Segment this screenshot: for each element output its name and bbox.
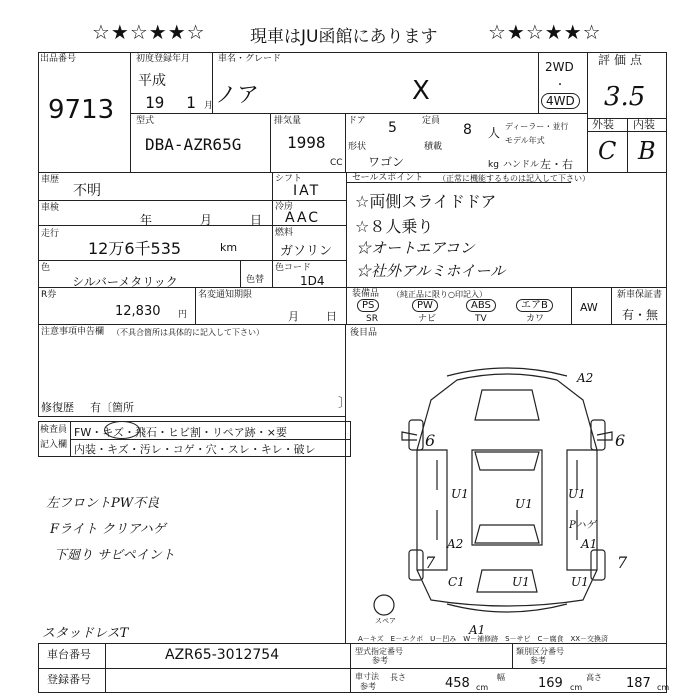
equip-airbag: エアB (516, 299, 553, 312)
length-unit: cm (476, 683, 489, 692)
inspection-day: 日 (250, 213, 263, 227)
registration-month-unit: 月 (204, 101, 214, 111)
registration-era: 平成 (138, 73, 166, 89)
sales-point-1: ☆両側スライドドア (355, 192, 497, 211)
drive-4wd-circled: 4WD (541, 93, 580, 109)
mileage-unit: km (220, 241, 238, 254)
equip-sr: SR (366, 314, 378, 324)
ac-value: AAC (285, 210, 321, 226)
notes-note: （不具合箇所は具体的に記入して下さい） (112, 328, 264, 337)
color-change-label: 色替 (246, 275, 265, 285)
repair-close: 〕 (338, 396, 352, 411)
int-grade: B (638, 137, 656, 165)
mark-u1-left-front: U1 (451, 487, 469, 501)
mark-c1: C1 (448, 575, 465, 589)
repair-label: 修復歴 (41, 401, 74, 414)
mark-a2-left: A2 (447, 537, 464, 551)
sales-point-4: ☆社外アルミホイール (356, 262, 506, 280)
handwritten-note-3: 下廻り サビペイント (54, 548, 175, 563)
ext-label: 外装 (592, 118, 614, 131)
mark-7-right: 7 (617, 553, 628, 572)
inspection-year: 年 (140, 213, 153, 227)
warranty-value: 有・無 (622, 308, 659, 322)
equip-navi: ナビ (418, 314, 437, 324)
model-value: DBA-AZR65G (145, 135, 242, 154)
mark-a1-right: A1 (581, 537, 598, 551)
equip-aw: AW (580, 301, 598, 314)
width-label: 幅 (497, 673, 505, 682)
notes-label: 注意事項申告欄 (41, 327, 105, 337)
car-name: ノア (215, 83, 260, 108)
equipment-note: （純正品に限り○印記入） (392, 290, 487, 299)
equip-abs: ABS (466, 299, 496, 312)
car-name-label: 車名・グレード (218, 54, 282, 64)
shape-value: ワゴン (368, 155, 405, 169)
sales-point-2: ☆８人乗り (355, 217, 434, 236)
fuel-value: ガソリン (280, 244, 333, 259)
equipment-label: 装備品 (352, 289, 380, 299)
spare-label: スペア (375, 617, 396, 625)
class-sub: 参考 (530, 656, 546, 665)
shape-label: 形状 (348, 142, 367, 152)
mark-u1-rear-left: U1 (512, 575, 530, 589)
height-value: 187 (626, 676, 651, 691)
lot-label: 出品番号 (40, 54, 77, 64)
size-label: 車寸法 (355, 672, 379, 681)
color-code-label: 色コード (275, 263, 312, 273)
mark-a1-rear: A1 (469, 623, 486, 637)
notes-block (38, 324, 346, 417)
type-label: 型式指定番号 (355, 647, 403, 656)
mark-7-left: 7 (425, 553, 436, 572)
color-value: シルバーメタリック (72, 275, 178, 289)
name-change-label: 名変通知期限 (198, 290, 253, 300)
size-sub: 参考 (360, 682, 376, 691)
length-label: 長さ (390, 673, 406, 682)
registration-label: 初度登録年月 (136, 54, 191, 64)
history-value: 不明 (73, 183, 101, 199)
evaluation-score: 3.5 (604, 82, 646, 112)
name-change-month: 月 (288, 310, 299, 323)
handle-value: 左・右 (540, 158, 573, 171)
color-code: 1D4 (300, 274, 325, 288)
model-label: 型式 (136, 116, 155, 126)
doors-value: 5 (388, 120, 397, 136)
mark-u1-center: U1 (515, 497, 533, 511)
mark-a2-top: A2 (577, 371, 594, 385)
color-label: 色 (41, 263, 51, 273)
kizu-circle (104, 421, 140, 439)
capacity-unit: 人 (488, 126, 501, 140)
recycle-unit: 円 (178, 310, 188, 320)
load-unit: kg (488, 160, 499, 170)
inspection-month: 月 (200, 213, 213, 227)
registration-year: 19 (145, 93, 165, 112)
handwritten-note-2: Fライト クリアハゲ (50, 522, 166, 537)
equip-pw: PW (412, 299, 438, 312)
mileage-value: 12万6千535 (88, 239, 182, 258)
chassis-label: 車台番号 (47, 648, 91, 661)
mark-u1-right-front: U1 (568, 487, 586, 501)
reg-label: 登録番号 (47, 673, 91, 686)
ac-label: 冷房 (275, 202, 294, 212)
warranty-label: 新車保証書 (617, 290, 663, 300)
header-stars-right: ☆★☆★★☆ (488, 20, 602, 44)
displacement-unit: CC (330, 158, 343, 168)
width-value: 169 (538, 676, 563, 691)
mileage-label: 走行 (41, 229, 60, 239)
mark-6-left: 6 (425, 431, 436, 450)
car-grade: X (412, 76, 430, 106)
mark-u1-rear-right: U1 (571, 575, 589, 589)
car-damage-diagram (347, 340, 665, 642)
header-title: 現車はJU函館にあります (250, 27, 438, 47)
capacity-label: 定員 (422, 116, 441, 126)
handwritten-note-4: スタッドレスT (42, 626, 129, 641)
dealer-label: ディーラー・並行 (505, 122, 569, 131)
registration-month: 1 (186, 93, 196, 112)
equip-ps: PS (357, 299, 379, 312)
inspection-label: 車検 (41, 203, 60, 213)
checks-label-1: 検査員 (40, 425, 68, 435)
model-year-label: モデル年式 (505, 136, 545, 145)
int-label: 内装 (633, 118, 655, 131)
evaluation-label: 評価点 (598, 53, 647, 67)
handle-label: ハンドル (503, 160, 540, 170)
checks-row-2: 内装・キズ・汚レ・コゲ・穴・スレ・キレ・破レ (74, 443, 316, 456)
sales-points-label: セールスポイント (352, 173, 424, 183)
checks-label-2: 記入欄 (40, 440, 68, 450)
header-stars-left: ☆★☆★★☆ (92, 20, 206, 44)
length-value: 458 (445, 676, 470, 691)
mark-6-right: 6 (615, 431, 626, 450)
sales-points-note: （正常に機能するものは記入して下さい） (438, 174, 590, 183)
drive-sep: ・ (555, 80, 565, 91)
name-change-day: 日 (326, 310, 337, 323)
drive-2wd: 2WD (545, 60, 574, 74)
equip-tv: TV (475, 314, 487, 324)
damage-legend: A－キズ E－エクボ U－凹み W－補修跡 S－サビ C－腐食 XX－交換済 (358, 635, 609, 643)
doors-label: ドア (348, 116, 366, 126)
width-unit: cm (570, 683, 583, 692)
recycle-label: R券 (41, 290, 57, 300)
history-label: 車歴 (41, 175, 60, 185)
equip-leather: カワ (526, 314, 545, 324)
displacement-label: 排気量 (274, 116, 302, 126)
shift-label: シフト (275, 174, 303, 184)
displacement-value: 1998 (287, 133, 326, 152)
repair-value: 有〔箇所 (90, 401, 134, 414)
capacity-value: 8 (463, 122, 472, 138)
chassis-number: AZR65-3012754 (165, 647, 280, 663)
ext-grade: C (598, 137, 617, 165)
shift-value: IAT (293, 183, 321, 199)
checks-row-1: FW・キズ・飛石・ヒビ割・リペア跡・×要 (74, 426, 287, 439)
fuel-label: 燃料 (275, 228, 294, 238)
height-unit: cm (657, 683, 670, 692)
rear-seat-label: 後目品 (350, 328, 378, 338)
height-label: 高さ (586, 673, 602, 682)
lot-number: 9713 (48, 95, 115, 125)
sales-point-3: ☆オートエアコン (356, 239, 475, 257)
mark-p-hage: Pハゲ (569, 520, 596, 531)
recycle-value: 12,830 (115, 304, 161, 319)
type-sub: 参考 (372, 656, 388, 665)
handwritten-note-1: 左フロントPW不良 (46, 496, 160, 511)
class-label: 類別区分番号 (516, 647, 564, 656)
load-label: 積載 (424, 142, 443, 152)
